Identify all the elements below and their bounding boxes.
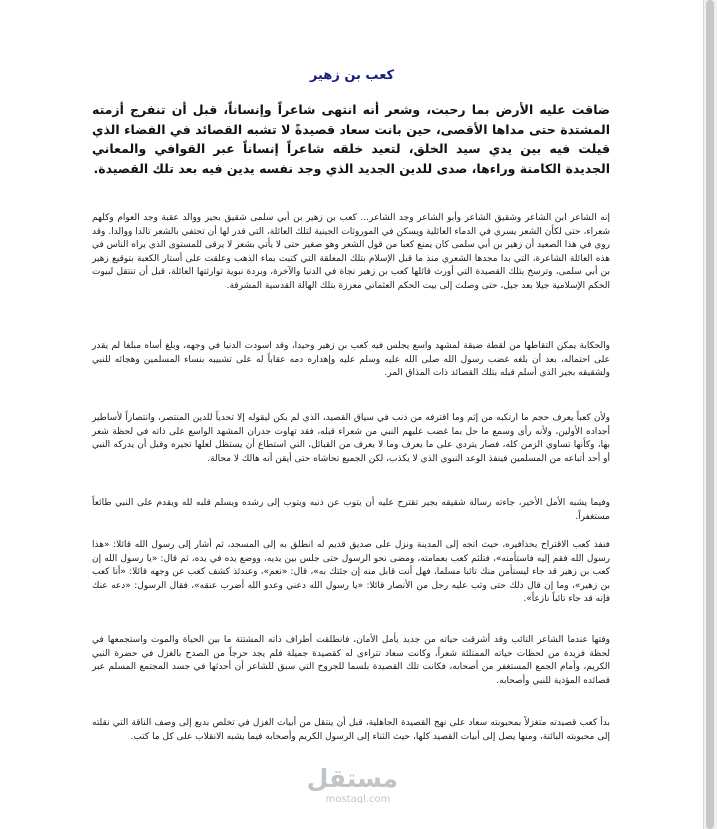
body-paragraph: إنه الشاعر ابن الشاعر وشقيق الشاعر وأبو الشاعر وجد الشاعر... كعب بن زهير بن أبي سلمى شقيق بجير ووالد عقبة وجد العوام وكلهم شعراء، حتى لكأن الشعر يسري في الدماء العائلية ويسكن في الموروثات الجينية لتلك العائلة، التي قدر لها أن تحتفي بالشعر تالدا ووالدا. وقد روي في هذا الصعيد أن زهير بن أبي سلمى كان يمنع كعبا من قول الشعر وهو صغير حتى لا يأتي بشعر لا يرقى للمستوى الذي يراه الناس في هذه العائلة الشاعرة، التي بدا مجدها الشعري منذ ما قبل الإسلام بتلك المعلقة التي كتبت بماء الذهب وعلقت على أستار الكعبة بتوقيع زهير بن أبي سلمى، وترسخ بتلك القصيدة التي أورث قائلها كعب بن زهير نجاة في الدنيا والآخرة، وبردة نبوية توارثتها العائلة، قبل أن تنتقل لبيوت الحكم الإسلامية جيلا بعد جيل، حتى وصلت إلى بيت الحكم العثماني معززة بتلك الهالة القدسية المشرقة.: [92, 213, 610, 291]
intro-paragraph: ضاقت عليه الأرض بما رحبت، وشعر أنه انتهى شاعراً وإنساناً، قبل أن تنفرج أزمته المشتدة حتى مداها الأقصى، حين بانت سعاد قصيدةً لا تشبه القصائد في الفضاء الذي قيلت فيه بين يدي سيد الخلق، لتعيد خلقه شاعراً إنساناً عبر القوافي والمعاني الجديدة الكامنة وراءها، صدى للدين الجديد الذي وجد نفسه يدين فيه بعد تلك القصيدة.: [92, 102, 610, 176]
body-paragraph: وقتها عندما الشاعر التائب وقد أشرقت حياته من جديد يأمل الأمان، فانطلقت أطراف ذاته المشتتة ما بين الحياة والموت واستجمعها في لحظة فريدة من لحظات حياته الممتلئة شعراً، وكانت سعاد تتراءى له كقصيدة جميلة فلم يجد حرجاً من الصدح بالغزل في حضرة النبي الكريم، وأمام الجمع المستغفر من أصحابه، فكانت تلك القصيدة بلسما للجروح التي سبق للشاعر أن أحدثها في جسد المجتمع المسلم عبر قصائده المؤذية للنبي وأصحابه.: [92, 635, 610, 686]
scrollbar-thumb[interactable]: [706, 0, 714, 829]
body-paragraph: فنفذ كعب الاقتراح بحذافيره، حيث اتجه إلى المدينة ونزل على صديق قديم له انطلق به إلى المسجد، ثم أشار إلى رسول الله قائلا: «هذا رسول الله فقم إليه فاستأمنه»، فتلثم كعب بعمامته، ومضى نحو الرسول حتى جلس بين يديه، ووضع يده في يده، ثم قال: «يا رسول الله إن كعب بن زهير قد جاء ليستأمن منك تائبا مسلما، فهل أنت قابل منه إن جئتك به»، قال: «نعم»، وعندئذ كشف كعب عن وجهه قائلا: «أنا كعب بن زهير»، وما إن قال ذلك حتى وثب عليه رجل من الأنصار قائلا: «يا رسول الله دعني وعدو الله أضرب عنقه»، فقال الرسول: «دعه عنك فإنه قد جاء تائباً نازعاً».: [92, 540, 610, 605]
body-paragraph: ولأن كعباً يعرف حجم ما ارتكبه من إثم وما اقترفه من ذنب في سياق القصيد، الذي لم يكن ليقوله إلا تحدياً للدين المنتصر، وانتصاراً لأساطير أجداده الأولين، ولأنه رأى وسمع ما حل بما غضب عليهم النبي من شعراء قبله، فقد تهاوت جدران المشهد الواسع على ذاته في لحظة شعر بها، وكأنها تساوي الزمن كله، فصار يتردى على ما يعرف وما لا يعرف من القبائل، التي استطاع أن يستظل لعلها تجيره وقبل أن يدركه النبي أو أحد أتباعه من المسلمين فينفذ الوعد النبوي الذي لا يكذب، لكن الجميع تحاشاه حتى أيقن أنه هالك لا محالة.: [92, 413, 610, 464]
mostaql-watermark: [306, 764, 398, 806]
vertical-scrollbar[interactable]: [703, 0, 717, 829]
document-title: كعب بن زهير: [309, 68, 395, 83]
watermark-domain: mostaql.com: [325, 794, 391, 805]
body-paragraph: وفيما يشبه الأمل الأخير، جاءته رسالة شقيقه بجير تقترح عليه أن يتوب عن ذنبه ويتوب إلى رشده ويسلم قلبه لله ويقدم على النبي طائعاً مستغفراً.: [92, 498, 610, 522]
watermark-logo: مستقل: [306, 764, 398, 793]
body-paragraph: والحكاية يمكن التقاطها من لقطة ضيقة لمشهد واسع يجلس فيه كعب بن زهير وحيدا، وقد اسودت الدنيا في وجهه، وبلغ أساه مبلغا لم يقدر على احتماله، بعد أن بلغه غضب رسول الله صلى الله عليه وسلم عليه وإهداره دمه عقاباً له على تشبيبه بنساء المسلمين وهجائه للنبي ولشقيقه بجير الذي أسلم قبله بتلك القصائد ذات المذاق المر.: [92, 341, 610, 379]
body-paragraph: بدأ كعب قصيدته متغزلاً بمحبوبته سعاد على نهج القصيدة الجاهلية، قبل أن ينتقل من أبيات الغزل في تخلص بديع إلى وصف الناقة التي نقلته إلى محبوبته البائنة، ومنها يصل إلى أبيات القصيد كلها، حيث الثناء إلى الرسول الكريم وأصحابه فيما يشبه الانقلاب على كل ما كتب.: [92, 718, 610, 742]
